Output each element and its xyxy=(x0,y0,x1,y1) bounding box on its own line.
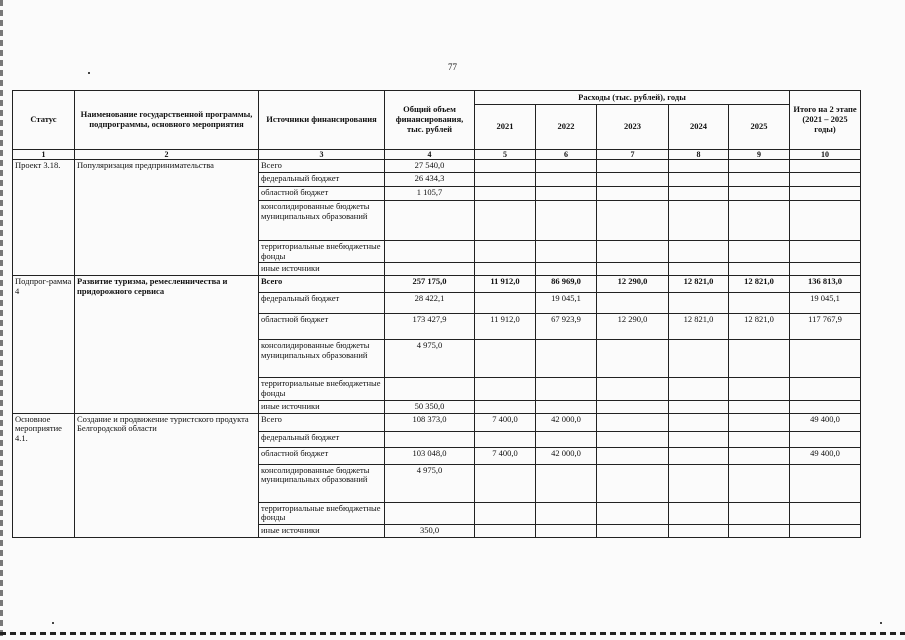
cell-source: территориальные внебюджетные фонды xyxy=(259,502,385,525)
column-number: 2 xyxy=(75,150,259,160)
cell-2024 xyxy=(669,502,729,525)
cell-source: иные источники xyxy=(259,525,385,538)
table-row xyxy=(13,276,861,293)
cell-2023 xyxy=(597,464,669,502)
cell-total: 103 048,0 xyxy=(385,447,475,464)
cell-2023 xyxy=(597,293,669,314)
cell-2022 xyxy=(536,502,597,525)
cell-total: 1 105,7 xyxy=(385,186,475,200)
cell-2022: 42 000,0 xyxy=(536,447,597,464)
cell-2021: 7 400,0 xyxy=(475,413,536,431)
cell-source: консолидированные бюджеты муниципальных образований xyxy=(259,464,385,502)
cell-stage-total xyxy=(790,172,861,186)
cell-stage-total xyxy=(790,502,861,525)
scan-speck xyxy=(88,72,90,74)
cell-2025 xyxy=(729,200,790,240)
cell-2024 xyxy=(669,200,729,240)
cell-stage-total xyxy=(790,464,861,502)
scan-edge-left xyxy=(0,0,3,640)
scan-edge-bottom xyxy=(0,632,905,635)
cell-2025: 12 821,0 xyxy=(729,314,790,340)
column-number: 6 xyxy=(536,150,597,160)
cell-source: консолидированные бюджеты муниципальных образований xyxy=(259,340,385,378)
cell-2022: 42 000,0 xyxy=(536,413,597,431)
cell-2021 xyxy=(475,186,536,200)
cell-2025 xyxy=(729,525,790,538)
cell-stage-total xyxy=(790,200,861,240)
column-number: 5 xyxy=(475,150,536,160)
cell-2025 xyxy=(729,186,790,200)
cell-2025 xyxy=(729,464,790,502)
column-number-row xyxy=(13,150,861,160)
cell-2022 xyxy=(536,464,597,502)
cell-stage-total xyxy=(790,263,861,276)
cell-total: 173 427,9 xyxy=(385,314,475,340)
scan-speck xyxy=(880,622,882,624)
cell-source: федеральный бюджет xyxy=(259,172,385,186)
cell-2022 xyxy=(536,340,597,378)
cell-source: территориальные внебюджетные фонды xyxy=(259,240,385,263)
cell-2025 xyxy=(729,378,790,401)
cell-total xyxy=(385,240,475,263)
header-expenses: Расходы (тыс. рублей), годы xyxy=(475,91,790,105)
header-name: Наименование государственной программы, подпрограммы, основного мероприятия xyxy=(75,91,259,150)
cell-2025 xyxy=(729,431,790,447)
header-year: 2021 xyxy=(475,105,536,150)
cell-stage-total xyxy=(790,340,861,378)
cell-name: Создание и продвижение туристского продукта Белгородской области xyxy=(75,413,259,537)
financing-table xyxy=(12,90,861,538)
cell-stage-total xyxy=(790,378,861,401)
cell-2024 xyxy=(669,431,729,447)
cell-name: Популяризация предпринимательства xyxy=(75,160,259,276)
header-status: Статус xyxy=(13,91,75,150)
cell-total: 50 350,0 xyxy=(385,400,475,413)
cell-2022 xyxy=(536,172,597,186)
cell-name: Развитие туризма, ремесленничества и придорожного сервиса xyxy=(75,276,259,413)
column-number: 3 xyxy=(259,150,385,160)
cell-stage-total xyxy=(790,186,861,200)
cell-2021 xyxy=(475,263,536,276)
cell-stage-total xyxy=(790,160,861,173)
cell-total xyxy=(385,263,475,276)
cell-2025: 12 821,0 xyxy=(729,276,790,293)
cell-2024 xyxy=(669,263,729,276)
cell-total: 28 422,1 xyxy=(385,293,475,314)
header-total-volume: Общий объем финансирования, тыс. рублей xyxy=(385,91,475,150)
cell-total xyxy=(385,200,475,240)
cell-2024 xyxy=(669,340,729,378)
header-sources: Источники финансирования xyxy=(259,91,385,150)
cell-2023: 12 290,0 xyxy=(597,276,669,293)
cell-2021: 11 912,0 xyxy=(475,276,536,293)
cell-source: федеральный бюджет xyxy=(259,293,385,314)
cell-2024 xyxy=(669,160,729,173)
cell-2022 xyxy=(536,186,597,200)
table-body xyxy=(13,160,861,538)
cell-2025 xyxy=(729,240,790,263)
cell-status: Подпрог-рамма 4 xyxy=(13,276,75,413)
cell-2023 xyxy=(597,240,669,263)
table-row xyxy=(13,160,861,173)
column-number: 10 xyxy=(790,150,861,160)
cell-2021: 11 912,0 xyxy=(475,314,536,340)
cell-total: 27 540,0 xyxy=(385,160,475,173)
cell-2025 xyxy=(729,413,790,431)
cell-2024: 12 821,0 xyxy=(669,314,729,340)
cell-source: областной бюджет xyxy=(259,314,385,340)
cell-total xyxy=(385,431,475,447)
cell-2023 xyxy=(597,413,669,431)
cell-stage-total xyxy=(790,525,861,538)
cell-2022 xyxy=(536,400,597,413)
column-number: 1 xyxy=(13,150,75,160)
cell-2024: 12 821,0 xyxy=(669,276,729,293)
cell-2022: 67 923,9 xyxy=(536,314,597,340)
cell-2022 xyxy=(536,200,597,240)
cell-2021 xyxy=(475,340,536,378)
header-year: 2024 xyxy=(669,105,729,150)
cell-2023 xyxy=(597,431,669,447)
cell-2023 xyxy=(597,400,669,413)
header-year: 2025 xyxy=(729,105,790,150)
cell-2021: 7 400,0 xyxy=(475,447,536,464)
cell-2022 xyxy=(536,160,597,173)
column-number: 8 xyxy=(669,150,729,160)
cell-2024 xyxy=(669,378,729,401)
cell-total: 4 975,0 xyxy=(385,340,475,378)
cell-stage-total: 117 767,9 xyxy=(790,314,861,340)
cell-2025 xyxy=(729,263,790,276)
cell-2024 xyxy=(669,240,729,263)
cell-status: Проект 3.18. xyxy=(13,160,75,276)
column-number: 9 xyxy=(729,150,790,160)
cell-source: Всего xyxy=(259,276,385,293)
cell-2024 xyxy=(669,172,729,186)
header-year: 2022 xyxy=(536,105,597,150)
cell-total xyxy=(385,378,475,401)
cell-2023 xyxy=(597,263,669,276)
cell-2025 xyxy=(729,502,790,525)
cell-2021 xyxy=(475,200,536,240)
cell-2021 xyxy=(475,525,536,538)
cell-source: иные источники xyxy=(259,400,385,413)
cell-2021 xyxy=(475,240,536,263)
cell-2025 xyxy=(729,447,790,464)
cell-2025 xyxy=(729,400,790,413)
cell-stage-total: 19 045,1 xyxy=(790,293,861,314)
table-row xyxy=(13,413,861,431)
cell-source: областной бюджет xyxy=(259,186,385,200)
cell-2021 xyxy=(475,293,536,314)
cell-2023 xyxy=(597,525,669,538)
cell-total: 350,0 xyxy=(385,525,475,538)
cell-total: 108 373,0 xyxy=(385,413,475,431)
cell-2022 xyxy=(536,263,597,276)
cell-2023 xyxy=(597,160,669,173)
cell-total: 257 175,0 xyxy=(385,276,475,293)
cell-2023 xyxy=(597,172,669,186)
cell-2024 xyxy=(669,400,729,413)
cell-2025 xyxy=(729,172,790,186)
column-number: 7 xyxy=(597,150,669,160)
cell-source: консолидированные бюджеты муниципальных образований xyxy=(259,200,385,240)
cell-total: 4 975,0 xyxy=(385,464,475,502)
cell-2023 xyxy=(597,502,669,525)
cell-source: федеральный бюджет xyxy=(259,431,385,447)
cell-source: областной бюджет xyxy=(259,447,385,464)
cell-2025 xyxy=(729,160,790,173)
cell-2023 xyxy=(597,186,669,200)
cell-2023 xyxy=(597,200,669,240)
cell-source: территориальные внебюджетные фонды xyxy=(259,378,385,401)
cell-source: Всего xyxy=(259,413,385,431)
cell-2022: 19 045,1 xyxy=(536,293,597,314)
cell-2022 xyxy=(536,525,597,538)
cell-2021 xyxy=(475,400,536,413)
cell-2022 xyxy=(536,431,597,447)
cell-2024 xyxy=(669,464,729,502)
cell-2024 xyxy=(669,293,729,314)
cell-stage-total: 49 400,0 xyxy=(790,413,861,431)
cell-status: Основное мероприятие 4.1. xyxy=(13,413,75,537)
cell-2024 xyxy=(669,447,729,464)
cell-2022: 86 969,0 xyxy=(536,276,597,293)
cell-stage-total xyxy=(790,400,861,413)
cell-stage-total xyxy=(790,240,861,263)
cell-2021 xyxy=(475,172,536,186)
cell-source: Всего xyxy=(259,160,385,173)
cell-stage-total: 49 400,0 xyxy=(790,447,861,464)
cell-source: иные источники xyxy=(259,263,385,276)
header-row xyxy=(13,91,861,105)
cell-2023: 12 290,0 xyxy=(597,314,669,340)
header-year: 2023 xyxy=(597,105,669,150)
cell-2021 xyxy=(475,378,536,401)
cell-2021 xyxy=(475,502,536,525)
cell-2023 xyxy=(597,447,669,464)
cell-2021 xyxy=(475,160,536,173)
cell-2025 xyxy=(729,293,790,314)
page-number: 77 xyxy=(448,62,457,72)
cell-2024 xyxy=(669,525,729,538)
cell-stage-total xyxy=(790,431,861,447)
cell-stage-total: 136 813,0 xyxy=(790,276,861,293)
header-stage-total: Итого на 2 этапе (2021 – 2025 годы) xyxy=(790,91,861,150)
cell-2021 xyxy=(475,464,536,502)
cell-2022 xyxy=(536,240,597,263)
cell-2025 xyxy=(729,340,790,378)
cell-2023 xyxy=(597,340,669,378)
cell-2022 xyxy=(536,378,597,401)
cell-total xyxy=(385,502,475,525)
column-number: 4 xyxy=(385,150,475,160)
scan-speck xyxy=(52,622,54,624)
cell-2021 xyxy=(475,431,536,447)
cell-2023 xyxy=(597,378,669,401)
cell-2024 xyxy=(669,413,729,431)
cell-2024 xyxy=(669,186,729,200)
cell-total: 26 434,3 xyxy=(385,172,475,186)
